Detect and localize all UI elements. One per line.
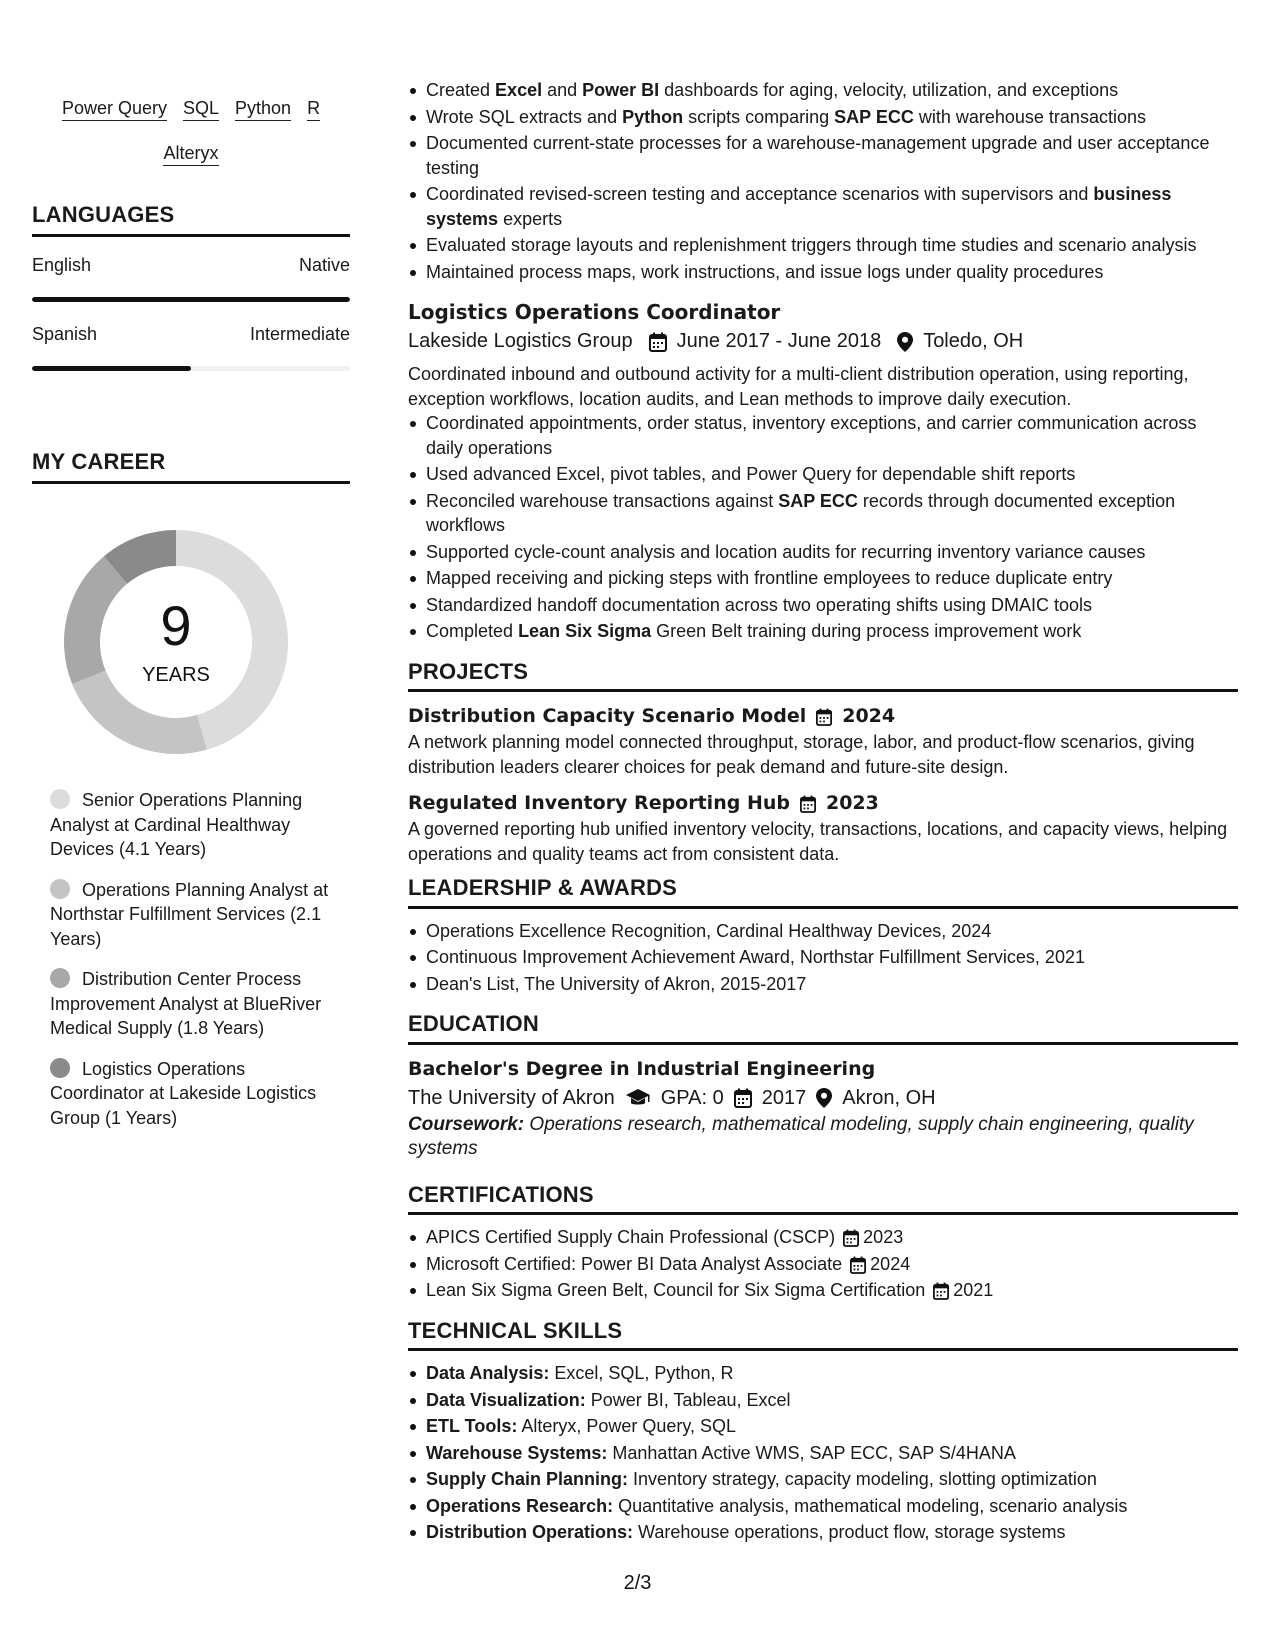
calendar-icon xyxy=(800,789,816,817)
bold-keyword: Power BI xyxy=(582,80,660,100)
skill-tag[interactable]: SQL xyxy=(183,97,219,121)
technical-skill-item xyxy=(408,1361,1238,1386)
skill-category: Operations Research: xyxy=(426,1495,614,1516)
language-row-spanish xyxy=(32,324,350,345)
legend-dot-icon xyxy=(50,968,70,988)
technical-skills-list xyxy=(408,1361,1238,1545)
technical-skill-item xyxy=(408,1467,1238,1492)
awards-heading: LEADERSHIP & AWARDS xyxy=(408,876,1238,909)
career-item xyxy=(50,878,330,952)
degree-title: Bachelor's Degree in Industrial Engineering xyxy=(408,1057,876,1080)
calendar-icon xyxy=(933,1278,949,1303)
project-year: 2023 xyxy=(825,792,879,814)
total-years-number: 9 xyxy=(160,594,192,657)
certifications-list xyxy=(408,1225,1238,1303)
bullet-item: Supported cycle-count analysis and location audits for recurring inventory variance causes xyxy=(408,540,1238,565)
bold-keyword: SAP ECC xyxy=(778,490,858,511)
career-legend xyxy=(50,788,330,1146)
awards-list xyxy=(408,919,1238,997)
certification-year-wrap xyxy=(850,1252,910,1277)
certification-year: 2023 xyxy=(863,1227,904,1247)
education-location: Akron, OH xyxy=(842,1086,936,1109)
language-name: Spanish xyxy=(32,324,98,344)
award-item: Dean's List, The University of Akron, 2015-2017 xyxy=(408,972,1238,997)
skill-category: Data Analysis: xyxy=(426,1363,550,1383)
certification-name: Microsoft Certified: Power BI Data Analyst Associate xyxy=(426,1253,843,1274)
skill-tags xyxy=(32,86,350,176)
certification-year: 2024 xyxy=(870,1253,911,1274)
bullet-item: Coordinated revised-screen testing and acceptance scenarios with supervisors and business systems experts xyxy=(408,182,1238,231)
job-company: Lakeside Logistics Group xyxy=(408,330,633,352)
main-content xyxy=(408,78,1238,1547)
previous-job-bullets xyxy=(408,78,1238,284)
career-item xyxy=(50,967,330,1041)
location-pin-icon xyxy=(897,326,913,356)
donut-center xyxy=(64,530,288,754)
education-heading: EDUCATION xyxy=(408,1012,1238,1045)
language-name: English xyxy=(32,255,92,275)
skill-tag[interactable]: Alteryx xyxy=(163,142,218,166)
coursework-text: Operations research, mathematical modeling, supply chain engineering, quality systems xyxy=(408,1113,1194,1159)
skill-category: Supply Chain Planning: xyxy=(426,1469,628,1489)
certification-item xyxy=(408,1225,1238,1250)
calendar-icon xyxy=(843,1225,859,1250)
career-item-text: Logistics Operations Coordinator at Lakeside Logistics Group (1 Years) xyxy=(50,1058,317,1128)
job-location: Toledo, OH xyxy=(923,330,1024,352)
bullet-item: Mapped receiving and picking steps with frontline employees to reduce duplicate entry xyxy=(408,566,1238,591)
skill-category: Distribution Operations: xyxy=(426,1522,633,1542)
certification-name: APICS Certified Supply Chain Professional (CSCP) xyxy=(426,1227,836,1247)
technical-skills-heading: TECHNICAL SKILLS xyxy=(408,1319,1238,1352)
languages-heading: LANGUAGES xyxy=(32,202,350,237)
job-title: Logistics Operations Coordinator xyxy=(408,300,781,324)
certification-name: Lean Six Sigma Green Belt, Council for Six Sigma Certification xyxy=(426,1280,926,1300)
project-description: A governed reporting hub unified inventory velocity, transactions, locations, and capacity views, helping operations and quality teams act from consistent data. xyxy=(408,819,1228,864)
location-pin-icon xyxy=(816,1083,832,1113)
job-meta xyxy=(408,326,1238,356)
job-dates: June 2017 - June 2018 xyxy=(676,330,882,352)
bullet-item: Reconciled warehouse transactions against SAP ECC records through documented exception workflows xyxy=(408,489,1238,538)
bullet-item: Created Excel and Power BI dashboards for aging, velocity, utilization, and exceptions xyxy=(408,78,1238,103)
award-item: Operations Excellence Recognition, Cardinal Healthway Devices, 2024 xyxy=(408,919,1238,944)
project-title: Regulated Inventory Reporting Hub xyxy=(408,792,790,814)
skill-tag[interactable]: R xyxy=(307,97,320,121)
calendar-icon xyxy=(850,1252,866,1277)
technical-skill-item xyxy=(408,1414,1238,1439)
project-description: A network planning model connected throughput, storage, labor, and product-flow scenarios, giving distribution leaders clearer choices for peak demand and future-site design. xyxy=(408,732,1195,777)
skill-values: Excel, SQL, Python, R xyxy=(549,1363,734,1383)
career-item-text: Operations Planning Analyst at Northstar Fulfillment Services (2.1 Years) xyxy=(50,879,329,949)
bullet-item: Maintained process maps, work instructions, and issue logs under quality procedures xyxy=(408,260,1238,285)
language-bar-fill xyxy=(32,297,350,302)
project-title: Distribution Capacity Scenario Model xyxy=(408,705,807,727)
certification-year-wrap xyxy=(843,1225,903,1250)
career-item-text: Distribution Center Process Improvement Analyst at BlueRiver Medical Supply (1.8 Years) xyxy=(50,969,322,1038)
bullet-item: Used advanced Excel, pivot tables, and Power Query for dependable shift reports xyxy=(408,462,1238,487)
award-item: Continuous Improvement Achievement Award, Northstar Fulfillment Services, 2021 xyxy=(408,945,1238,970)
language-bar-fill xyxy=(32,366,191,371)
coursework-label: Coursework: xyxy=(408,1113,525,1135)
bold-keyword: business systems xyxy=(426,184,1172,229)
project-title-row xyxy=(408,789,1238,817)
graduation-cap-icon xyxy=(625,1083,651,1113)
career-heading: MY CAREER xyxy=(32,449,350,484)
graduation-year: 2017 xyxy=(761,1086,807,1109)
skill-values: Manhattan Active WMS, SAP ECC, SAP S/4HANA xyxy=(607,1442,1016,1463)
language-row-english xyxy=(32,255,350,276)
bold-keyword: Excel xyxy=(495,80,543,100)
skill-category: ETL Tools: xyxy=(426,1416,518,1436)
calendar-icon xyxy=(649,326,667,356)
calendar-icon xyxy=(816,702,832,730)
school-name: The University of Akron xyxy=(408,1086,615,1109)
career-item xyxy=(50,1057,330,1131)
language-level: Intermediate xyxy=(249,324,350,344)
skill-category: Data Visualization: xyxy=(426,1389,586,1410)
projects-heading: PROJECTS xyxy=(408,660,1238,693)
skill-values: Power BI, Tableau, Excel xyxy=(585,1389,791,1410)
certification-item xyxy=(408,1252,1238,1277)
career-donut-chart xyxy=(64,530,288,754)
coursework xyxy=(408,1113,1238,1161)
calendar-icon xyxy=(734,1083,752,1113)
skill-tag[interactable]: Power Query xyxy=(62,97,167,121)
job-bullets xyxy=(408,411,1238,644)
bold-keyword: SAP ECC xyxy=(834,106,914,127)
skill-values: Alteryx, Power Query, SQL xyxy=(517,1416,737,1436)
technical-skill-item xyxy=(408,1494,1238,1519)
project-year: 2024 xyxy=(842,705,896,727)
legend-dot-icon xyxy=(50,879,70,899)
language-bar-english xyxy=(32,297,350,302)
legend-dot-icon xyxy=(50,789,70,809)
certification-year-wrap xyxy=(933,1278,993,1303)
career-item-text: Senior Operations Planning Analyst at Cardinal Healthway Devices (4.1 Years) xyxy=(50,790,303,859)
language-level: Native xyxy=(298,255,350,275)
job-description: Coordinated inbound and outbound activity for a multi-client distribution operation, using reporting, exception workflows, location audits, and Lean methods to improve daily execution. xyxy=(408,364,1189,409)
skill-values: Inventory strategy, capacity modeling, slotting optimization xyxy=(628,1469,1097,1489)
bullet-item: Standardized handoff documentation across two operating shifts using DMAIC tools xyxy=(408,593,1238,618)
skill-values: Warehouse operations, product flow, storage systems xyxy=(633,1522,1066,1542)
projects-list xyxy=(408,702,1238,866)
technical-skill-item xyxy=(408,1441,1238,1466)
total-years-unit: YEARS xyxy=(142,664,210,686)
bullet-item: Coordinated appointments, order status, inventory exceptions, and carrier communication across daily operations xyxy=(408,411,1238,460)
bold-keyword: Python xyxy=(622,106,684,127)
bullet-item: Wrote SQL extracts and Python scripts comparing SAP ECC with warehouse transactions xyxy=(408,105,1238,130)
career-item xyxy=(50,788,330,862)
skill-tag[interactable]: Python xyxy=(235,97,291,121)
bullet-item: Documented current-state processes for a warehouse-management upgrade and user acceptance testing xyxy=(408,131,1238,180)
bold-keyword: Lean Six Sigma xyxy=(518,621,652,641)
project-title-row xyxy=(408,702,1238,730)
gpa: GPA: 0 xyxy=(660,1086,724,1109)
bullet-item: Completed Lean Six Sigma Green Belt training during process improvement work xyxy=(408,619,1238,644)
skill-category: Warehouse Systems: xyxy=(426,1442,608,1463)
technical-skill-item xyxy=(408,1520,1238,1545)
certification-year: 2021 xyxy=(953,1280,994,1300)
bullet-item: Evaluated storage layouts and replenishment triggers through time studies and scenario analysis xyxy=(408,233,1238,258)
legend-dot-icon xyxy=(50,1058,70,1078)
education-meta xyxy=(408,1083,1238,1113)
page-number: 2/3 xyxy=(623,1572,652,1594)
certification-item xyxy=(408,1278,1238,1303)
certifications-heading: CERTIFICATIONS xyxy=(408,1183,1238,1216)
language-bar-spanish xyxy=(32,366,350,371)
technical-skill-item xyxy=(408,1388,1238,1413)
skill-values: Quantitative analysis, mathematical modeling, scenario analysis xyxy=(613,1495,1128,1516)
